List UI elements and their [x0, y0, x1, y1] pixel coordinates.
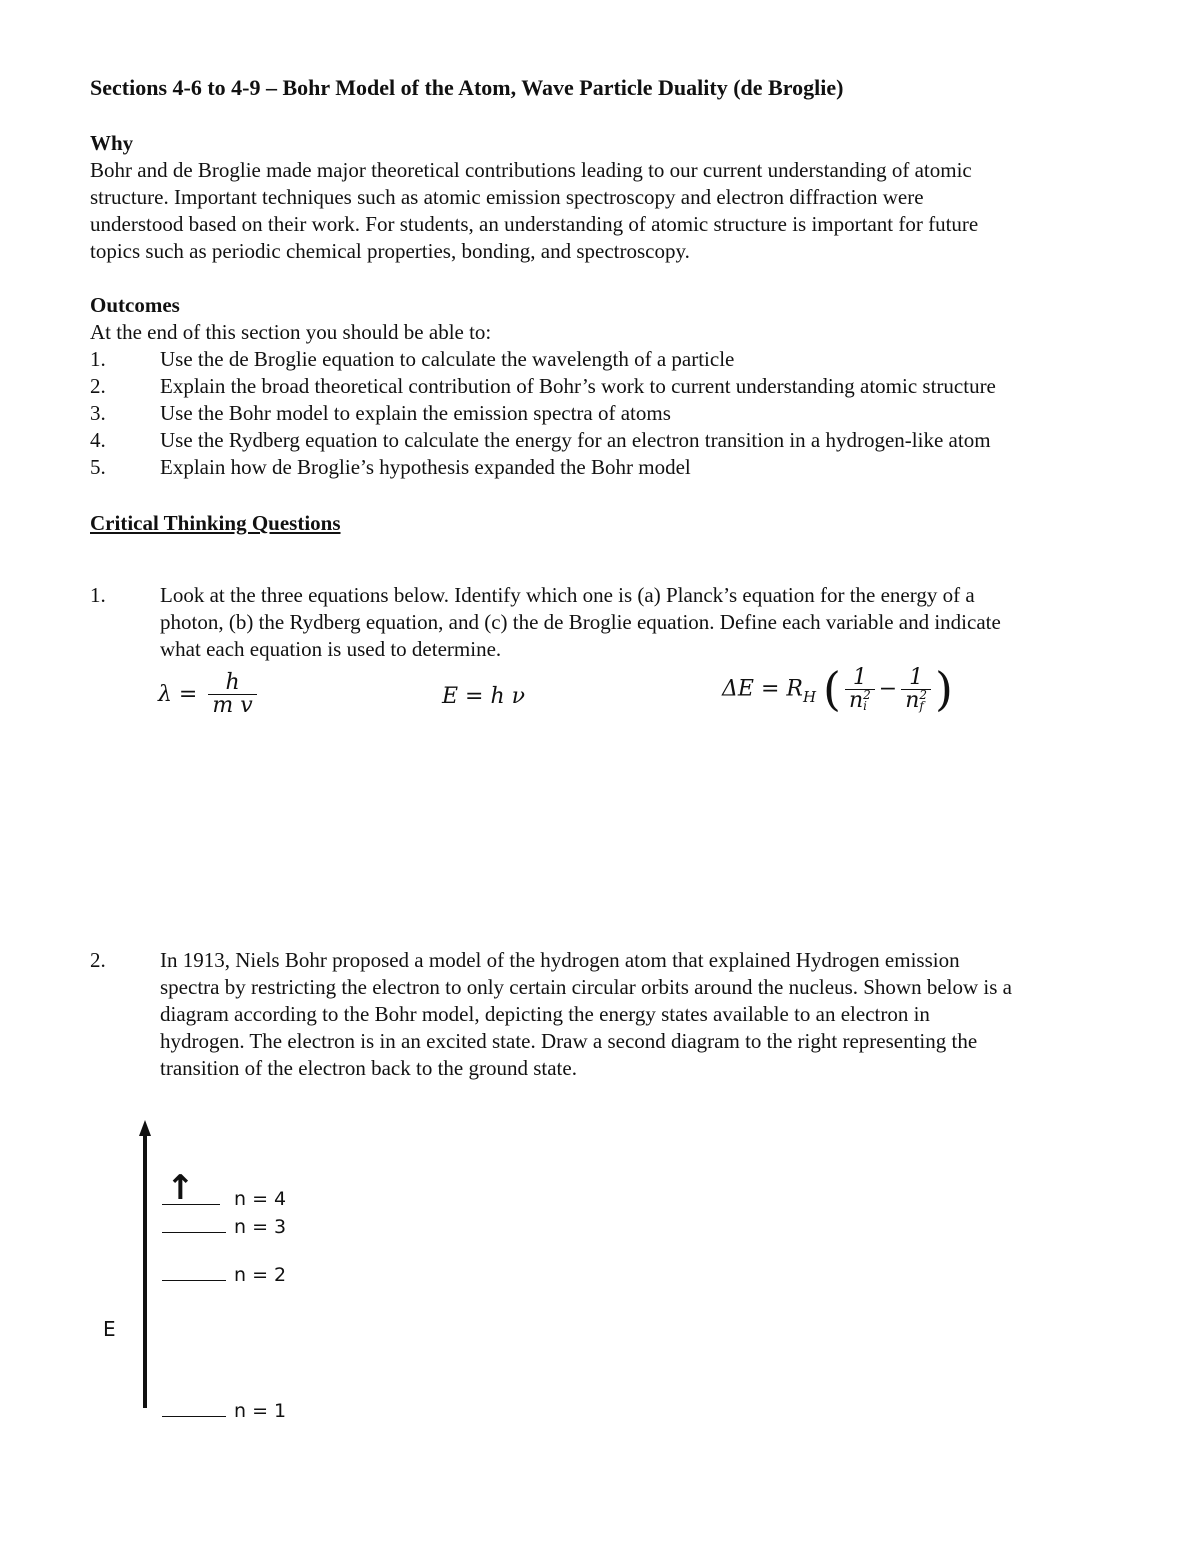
outcome-number: 3.: [90, 401, 106, 425]
debroglie-lhs: λ =: [158, 682, 198, 707]
question-number: 1.: [90, 583, 106, 607]
question-line: In 1913, Niels Bohr proposed a model of the hydrogen atom that explained Hydrogen emission: [160, 948, 960, 972]
why-line: understood based on their work. For students, an understanding of atomic structure is important for future: [90, 212, 979, 236]
electron-up-arrow-icon: ↑: [166, 1168, 195, 1208]
outcomes-intro: At the end of this section you should be able to:: [90, 320, 492, 344]
question-line: transition of the electron back to the ground state.: [160, 1056, 577, 1080]
outcome-item: [90, 346, 1120, 373]
n-symbol: n: [848, 687, 864, 713]
energy-level-2: [162, 1261, 286, 1289]
rydberg-numerator: 1: [909, 664, 924, 690]
outcome-number: 4.: [90, 428, 106, 452]
subscript-f: f: [919, 698, 924, 713]
energy-level-1: [162, 1397, 286, 1425]
question-line: Look at the three equations below. Identify which one is (a) Planck’s equation for the energy of a: [160, 583, 975, 607]
level-line: [162, 1232, 226, 1233]
outcome-item: [90, 427, 1120, 454]
debroglie-fraction: [208, 672, 256, 717]
energy-axis-arrow: [130, 1118, 160, 1414]
rydberg-fraction-final: [901, 664, 931, 713]
question-number: 2.: [90, 948, 106, 972]
outcome-number: 1.: [90, 347, 106, 371]
rydberg-open-paren: (: [823, 662, 841, 716]
question-line: diagram according to the Bohr model, depicting the energy states available to an electron in: [160, 1002, 930, 1026]
why-line: structure. Important techniques such as atomic emission spectroscopy and electron diffraction were: [90, 185, 924, 209]
outcome-item: [90, 400, 1120, 427]
level-line: [162, 1416, 226, 1417]
critical-thinking-heading: Critical Thinking Questions: [90, 511, 341, 535]
rydberg-fraction-initial: [845, 664, 875, 713]
debroglie-numerator: h: [225, 670, 240, 695]
question-line: hydrogen. The electron is in an excited state. Draw a second diagram to the right representing the: [160, 1029, 978, 1053]
question-2-text: [160, 947, 1125, 1082]
superscript: 2: [863, 687, 871, 702]
rydberg-denominator-initial: [845, 689, 875, 712]
outcomes-section: [90, 292, 1120, 481]
outcome-text: Use the Bohr model to explain the emission spectra of atoms: [160, 401, 671, 425]
level-label: n = 1: [234, 1400, 287, 1422]
debroglie-denominator: m v: [208, 694, 256, 717]
outcome-item: [90, 373, 1120, 400]
rydberg-lhs: ΔE = R: [722, 676, 803, 702]
outcome-item: [90, 454, 1120, 481]
why-line: topics such as periodic chemical properties, bonding, and spectroscopy.: [90, 239, 690, 263]
why-line: Bohr and de Broglie made major theoretical contributions leading to our current understanding of atomic: [90, 158, 972, 182]
why-heading: Why: [90, 131, 134, 155]
outcome-text: Explain how de Broglie’s hypothesis expanded the Bohr model: [160, 455, 691, 479]
debroglie-equation: [158, 672, 261, 717]
outcome-text: Use the de Broglie equation to calculate the wavelength of a particle: [160, 347, 735, 371]
subscript-i: i: [863, 698, 867, 713]
level-label: n = 4: [234, 1188, 287, 1210]
planck-equation: E = h ν: [442, 684, 526, 709]
rydberg-minus: −: [878, 676, 898, 702]
page-title: Sections 4-6 to 4-9 – Bohr Model of the Atom, Wave Particle Duality (de Broglie): [90, 75, 844, 100]
outcome-number: 2.: [90, 374, 106, 398]
question-line: what each equation is used to determine.: [160, 637, 502, 661]
question-1-text: [160, 582, 1125, 663]
question-line: spectra by restricting the electron to only certain circular orbits around the nucleus. Shown below is a: [160, 975, 1012, 999]
question-line: photon, (b) the Rydberg equation, and (c) the de Broglie equation. Define each variable and indicate: [160, 610, 1001, 634]
outcome-text: Use the Rydberg equation to calculate the energy for an electron transition in a hydrogen-like atom: [160, 428, 991, 452]
outcome-text: Explain the broad theoretical contribution of Bohr’s work to current understanding atomic structure: [160, 374, 996, 398]
outcomes-heading: Outcomes: [90, 293, 180, 317]
outcome-number: 5.: [90, 455, 106, 479]
rydberg-denominator-final: [901, 689, 931, 712]
level-label: n = 2: [234, 1264, 287, 1286]
why-section: [90, 130, 1120, 265]
rydberg-equation: [722, 662, 953, 716]
energy-level-3: [162, 1213, 286, 1241]
rydberg-subscript: H: [802, 687, 817, 706]
level-line: [162, 1280, 226, 1281]
rydberg-close-paren: ): [935, 662, 953, 716]
n-symbol: n: [905, 687, 920, 713]
energy-level-4: [162, 1168, 287, 1213]
rydberg-numerator: 1: [852, 664, 867, 690]
level-label: n = 3: [234, 1216, 287, 1238]
superscript: 2: [919, 687, 928, 702]
energy-axis-label: E: [103, 1317, 116, 1341]
